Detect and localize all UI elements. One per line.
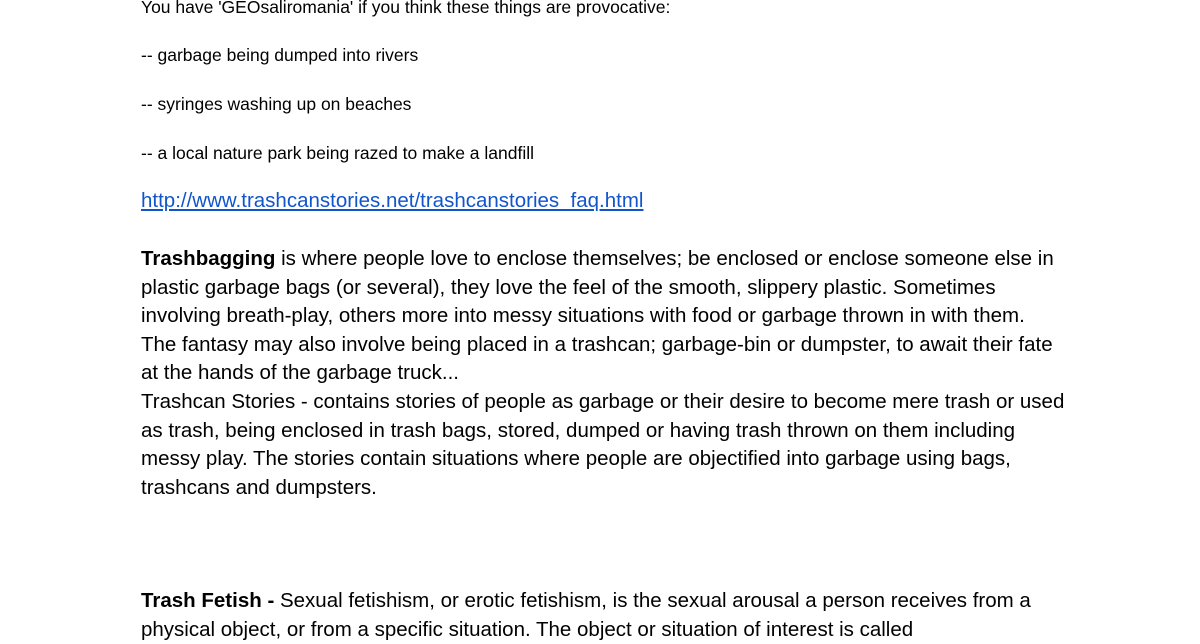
list-item: -- a local nature park being razed to make a landfill	[141, 143, 534, 163]
trashbagging-term: Trashbagging	[141, 247, 276, 270]
trash-fetish-text: Sexual fetishism, or erotic fetishism, is the sexual arousal a person receives from a physical object, or from a specific situation. The object or situation of interest is called	[141, 589, 1031, 641]
trashcan-stories-text: Trashcan Stories - contains stories of people as garbage or their desire to become mere trash or used as trash, being enclosed in trash bags, stored, dumped or having trash thrown on them including messy play. The stories contain situations where people are objectified into garbage using bags, trashcans and dumpsters.	[141, 389, 1065, 499]
trashbagging-definition	[141, 245, 1071, 331]
trashbagging-fantasy: The fantasy may also involve being placed in a trashcan; garbage-bin or dumpster, to await their fate at the hands of the garbage truck...	[141, 332, 1053, 385]
faq-link[interactable]: http://www.trashcanstories.net/trashcanstories_faq.html	[141, 189, 644, 212]
list-item: -- garbage being dumped into rivers	[141, 45, 419, 65]
trashbagging-text: is where people love to enclose themselves; be enclosed or enclose someone else in plastic garbage bags (or several), they love the feel of the smooth, slippery plastic. Sometimes involving breath-play, others more into messy situations with food or garbage thrown in with them.	[141, 247, 1054, 328]
list-item: -- syringes washing up on beaches	[141, 94, 412, 114]
trash-fetish-section	[141, 587, 1071, 644]
trashbagging-section	[141, 245, 1071, 502]
trash-fetish-term: Trash Fetish -	[141, 589, 275, 612]
intro-text: You have 'GEOsaliromania' if you think these things are provocative:	[141, 0, 671, 17]
